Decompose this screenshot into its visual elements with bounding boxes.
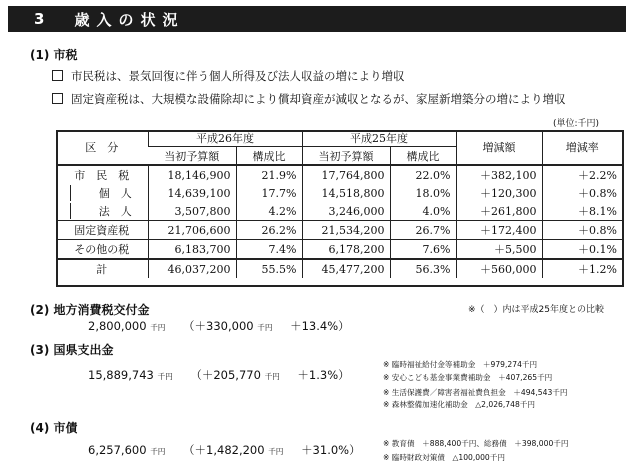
grant-rate: ＋13.4%） <box>290 319 350 333</box>
comparison-note: ※（ ）内は平成25年度との比較 <box>468 305 604 315</box>
header-h25: 平成25年度 <box>302 130 456 147</box>
pref-rate: ＋1.3%） <box>297 368 350 382</box>
cell-change: ＋5,500 <box>456 240 542 260</box>
debt-amount: 6,257,600 <box>88 443 147 457</box>
cell-budget-h26: 14,639,100 <box>148 184 236 202</box>
tax-bullet-2: 固定資産税は、大規模な設備除却により償却資産が減収となるが、家屋新増築分の増により増収 <box>52 91 566 107</box>
table-row <box>56 240 622 260</box>
pref-diff: （＋205,770 <box>190 368 261 382</box>
debt-unit: 千円 <box>150 447 166 456</box>
cell-budget-h25: 14,518,800 <box>302 184 390 202</box>
header-category: 区 分 <box>56 130 148 165</box>
cell-rate: ＋1.2% <box>542 259 622 278</box>
table-row <box>56 202 622 221</box>
row-label: 計 <box>56 259 148 278</box>
row-label: 法 人 <box>70 203 148 219</box>
cell-rate: ＋0.8% <box>542 184 622 202</box>
cell-ratio-h26: 4.2% <box>236 202 302 221</box>
cell-ratio-h26: 7.4% <box>236 240 302 260</box>
cell-ratio-h25: 26.7% <box>390 221 456 240</box>
pref-note-1: ※ 臨時福祉給付金等補助金 ＋979,274千円 <box>383 360 538 369</box>
grant-diff: （＋330,000 <box>183 319 254 333</box>
table-row-total <box>56 259 622 278</box>
debt-note-2: ※ 臨時財政対策債 △100,000千円 <box>383 453 505 462</box>
pref-note-2: ※ 安心こども基金事業費補助金 ＋407,265千円 <box>383 373 553 382</box>
cell-change: ＋560,000 <box>456 259 542 278</box>
row-label: その他の税 <box>56 240 148 260</box>
pref-unit: 千円 <box>157 372 173 381</box>
debt-note-1: ※ 教育債 ＋888,400千円、総務債 ＋398,000千円 <box>383 439 569 448</box>
cell-change: ＋382,100 <box>456 165 542 184</box>
cell-ratio-h26: 17.7% <box>236 184 302 202</box>
row-label: 固定資産税 <box>56 221 148 240</box>
cell-rate: ＋8.1% <box>542 202 622 221</box>
cell-ratio-h25: 56.3% <box>390 259 456 278</box>
checkbox-square-icon <box>52 70 63 81</box>
section-title: 歳入の状況 <box>74 10 185 29</box>
cell-rate: ＋2.2% <box>542 165 622 184</box>
row-label: 個 人 <box>70 185 148 201</box>
header-change: 増減額 <box>456 130 542 165</box>
header-ratio-h25: 構成比 <box>390 147 456 166</box>
cell-ratio-h25: 22.0% <box>390 165 456 184</box>
pref-note-3: ※ 生活保護費／障害者福祉費負担金 ＋494,543千円 <box>383 388 568 397</box>
cell-budget-h25: 6,178,200 <box>302 240 390 260</box>
debt-diff-unit: 千円 <box>268 447 284 456</box>
grant-diff-unit: 千円 <box>257 323 273 332</box>
cell-change: ＋172,400 <box>456 221 542 240</box>
pref-note-4: ※ 森林整備加速化補助金 △2,026,748千円 <box>383 400 535 409</box>
cell-change: ＋261,800 <box>456 202 542 221</box>
pref-amount-line <box>88 367 350 383</box>
debt-rate: ＋31.0%） <box>301 443 361 457</box>
debt-diff: （＋1,482,200 <box>183 443 265 457</box>
pref-heading: (3) 国県支出金 <box>30 343 114 357</box>
cell-ratio-h25: 4.0% <box>390 202 456 221</box>
row-label: 市 民 税 <box>74 169 130 182</box>
cell-ratio-h26: 21.9% <box>236 165 302 184</box>
grant-amount: 2,800,000 <box>88 319 147 333</box>
tax-table <box>56 130 622 278</box>
cell-budget-h26: 6,183,700 <box>148 240 236 260</box>
grant-amount-line <box>88 318 350 334</box>
cell-rate: ＋0.1% <box>542 240 622 260</box>
cell-budget-h25: 3,246,000 <box>302 202 390 221</box>
header-h26: 平成26年度 <box>148 130 302 147</box>
cell-ratio-h25: 7.6% <box>390 240 456 260</box>
pref-amount: 15,889,743 <box>88 368 154 382</box>
row-label-wrap <box>56 202 148 221</box>
header-ratio-h26: 構成比 <box>236 147 302 166</box>
table-row <box>56 165 622 184</box>
cell-change: ＋120,300 <box>456 184 542 202</box>
debt-amount-line <box>88 442 361 458</box>
cell-budget-h25: 21,534,200 <box>302 221 390 240</box>
debt-heading: (4) 市債 <box>30 421 78 435</box>
checkbox-square-icon <box>52 93 63 104</box>
cell-budget-h26: 3,507,800 <box>148 202 236 221</box>
grant-heading: (2) 地方消費税交付金 <box>30 303 150 317</box>
tax-heading: (1) 市税 <box>30 48 78 62</box>
cell-budget-h26: 46,037,200 <box>148 259 236 278</box>
cell-ratio-h25: 18.0% <box>390 184 456 202</box>
section-banner <box>8 6 626 32</box>
cell-ratio-h26: 55.5% <box>236 259 302 278</box>
table-row <box>56 184 622 202</box>
cell-budget-h25: 45,477,200 <box>302 259 390 278</box>
cell-budget-h26: 18,146,900 <box>148 165 236 184</box>
section-number: 3 <box>34 10 45 28</box>
tax-bullet-1: 市民税は、景気回復に伴う個人所得及び法人収益の増により増収 <box>52 68 405 84</box>
cell-rate: ＋0.8% <box>542 221 622 240</box>
header-budget-h26: 当初予算額 <box>148 147 236 166</box>
header-rate: 増減率 <box>542 130 622 165</box>
header-budget-h25: 当初予算額 <box>302 147 390 166</box>
cell-ratio-h26: 26.2% <box>236 221 302 240</box>
grant-unit: 千円 <box>150 323 166 332</box>
pref-diff-unit: 千円 <box>264 372 280 381</box>
table-row <box>56 221 622 240</box>
cell-budget-h25: 17,764,800 <box>302 165 390 184</box>
cell-budget-h26: 21,706,600 <box>148 221 236 240</box>
unit-label: (単位:千円) <box>553 119 600 129</box>
row-label-wrap <box>56 184 148 202</box>
